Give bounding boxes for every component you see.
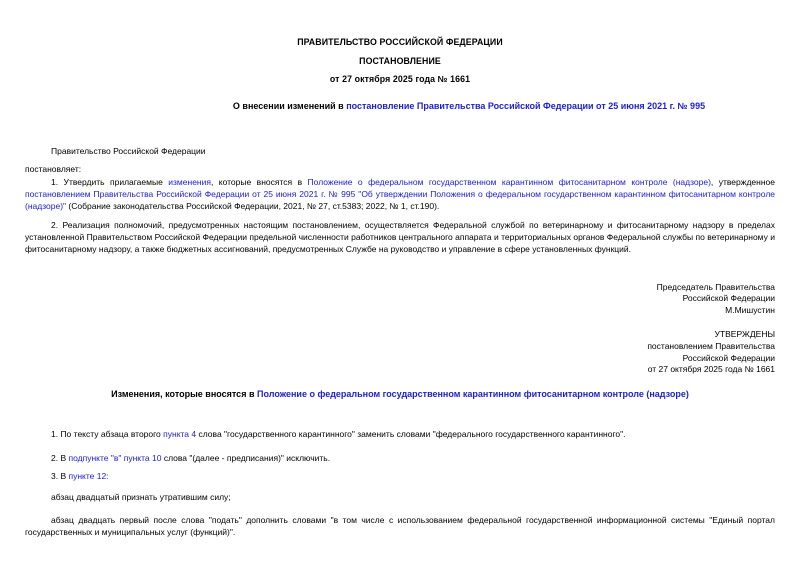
paragraph-1 <box>25 176 775 213</box>
signature-block <box>25 282 775 317</box>
document-date-number: от 27 октября 2025 года № 1661 <box>329 73 471 84</box>
amendment-item-3 <box>25 470 775 482</box>
document-type: ПОСТАНОВЛЕНИЕ <box>359 56 441 67</box>
amendment-item-2-text: 2. В <box>51 452 69 463</box>
amendment-item-2-text: слова "(далее - предписания)" исключить. <box>161 452 331 463</box>
amendment-item-4: абзац двадцатый признать утратившим силу; <box>51 492 231 503</box>
amendment-item-1-text: 1. По тексту абзаца второго <box>51 429 164 440</box>
approval-line3: Российской Федерации <box>682 352 775 363</box>
regulation-link[interactable]: Положение о федеральном государственном карантинном фитосанитарном контроле (надзоре) <box>307 176 711 187</box>
paragraph-1-text: (Собрание законодательства Российской Федерации, 2021, № 27, ст.5383; 2022, № 1, ст.190). <box>66 201 440 212</box>
document-title <box>25 100 775 112</box>
base-resolution-link[interactable]: постановлением Правительства Российской Федерации от 25 июня 2021 г. № 995 "Об утверждении Положения о федеральном государственном карантинном фитосанитарном контроле (надзоре)" <box>25 189 775 212</box>
point-4-link[interactable]: пункта 4 <box>163 429 197 440</box>
amendment-item-2 <box>25 452 775 464</box>
signature-post-line2: Российской Федерации <box>682 293 775 304</box>
preamble-intro: Правительство Российской Федерации <box>51 146 206 157</box>
document-org: ПРАВИТЕЛЬСТВО РОССИЙСКОЙ ФЕДЕРАЦИИ <box>297 37 503 47</box>
amendments-heading-regulation-link[interactable]: Положение о федеральном государственном карантинном фитосанитарном контроле (надзоре) <box>256 389 689 400</box>
signature-post-line1: Председатель Правительства <box>656 281 775 292</box>
title-resolution-link[interactable]: постановление Правительства Российской Федерации от 25 июня 2021 г. № 995 <box>346 100 706 111</box>
amendments-heading <box>25 388 775 400</box>
amendments-heading-text: Изменения, которые вносятся в <box>111 389 257 400</box>
paragraph-1-text: 1. Утвердить прилагаемые <box>51 176 169 187</box>
amendment-item-1-text: слова "государственного карантинного" заменить словами "федерального государственного карантинного". <box>196 429 626 440</box>
paragraph-2: 2. Реализация полномочий, предусмотренных настоящим постановлением, осуществляется Федеральной службой по ветеринарному и фитосанитарному надзору в пределах установленной Правительством Российской Федерации предельной численности работников центрального аппарата и территориальных органов Федеральной службы по ветеринарному и фитосанитарному надзору, а также бюджетных ассигнований, предусмотренных Службе на руководство и управление в сфере установленных функций. <box>25 219 775 255</box>
signature-name: М.Мишустин <box>725 305 775 316</box>
document-title-text: О внесении изменений в <box>232 100 347 111</box>
amendment-item-5: абзац двадцать первый после слова "подать" дополнить словами "в том числе с использованием федеральной государственной информационной системы "Единый портал государственных и муниципальных услуг (функций)". <box>25 514 775 537</box>
approval-line1: УТВЕРЖДЕНЫ <box>714 328 775 339</box>
subpoint-v-point-10-link[interactable]: подпункте "в" пункта 10 <box>68 452 162 463</box>
approval-block <box>25 329 775 376</box>
paragraph-1-text: , утвержденное <box>710 176 775 187</box>
preamble-resolves: постановляет: <box>25 164 82 175</box>
point-12-link[interactable]: пункте 12: <box>68 471 109 482</box>
amendment-item-3-text: 3. В <box>51 471 69 482</box>
amendment-item-1 <box>25 428 775 440</box>
approval-line4: от 27 октября 2025 года № 1661 <box>647 364 775 375</box>
changes-link[interactable]: изменения <box>168 176 211 187</box>
approval-line2: постановлением Правительства <box>647 340 775 351</box>
paragraph-1-text: , которые вносятся в <box>210 176 308 187</box>
